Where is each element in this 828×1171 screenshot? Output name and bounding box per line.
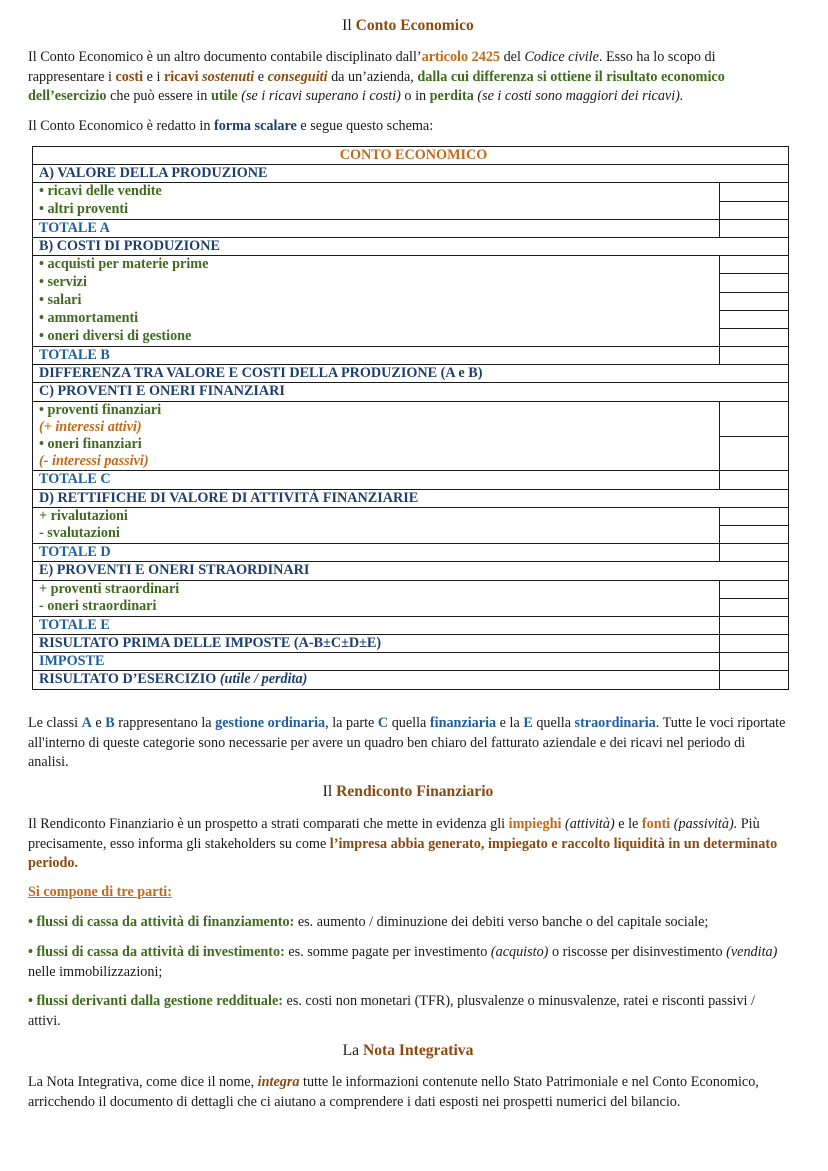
differenza-row: DIFFERENZA TRA VALORE E COSTI DELLA PRODUZIONE (A e B): [33, 365, 789, 383]
risultato-esercizio: RISULTATO D’ESERCIZIO (utile / perdita): [33, 671, 720, 689]
table-row-label: • salari: [33, 292, 720, 310]
section-a-title: A) VALORE DELLA PRODUZIONE: [33, 165, 789, 183]
table-value-cell: [720, 328, 789, 346]
table-header: CONTO ECONOMICO: [33, 147, 789, 165]
table-row-label: (- interessi passivi): [33, 453, 720, 471]
section-e-title: E) PROVENTI E ONERI STRAORDINARI: [33, 562, 789, 580]
section-c-title: C) PROVENTI E ONERI FINANZIARI: [33, 383, 789, 401]
table-value-cell: [720, 310, 789, 328]
list-item: • flussi di cassa da attività di investimento: es. somme pagate per investimento (acquisto) o riscosse per disinvestimento (vendita) nelle immobilizzazioni;: [28, 944, 778, 980]
table-row-label: + rivalutazioni: [33, 507, 720, 525]
table-value-cell: [720, 183, 789, 201]
section-title-rendiconto: Il Rendiconto Finanziario: [322, 783, 494, 800]
classes-paragraph: Le classi A e B rappresentano la gestione ordinaria, la parte C quella finanziaria e la E quella straordinaria. Tutte le voci riportate all'interno di queste categorie sono necessarie per avere un quadro ben chiaro del fatturato aziendale e dei ricavi nel periodo di analisi.: [28, 715, 786, 770]
table-value-cell: [720, 347, 789, 365]
rendiconto-intro: Il Rendiconto Finanziario è un prospetto a strati comparati che mette in evidenza gli impieghi (attività) e le fonti (passività). Più precisamente, esso informa gli stakeholders su come l’impresa abbia generato, impiegato e raccolto liquidità in un determinato periodo.: [28, 816, 778, 871]
table-row-label: • oneri diversi di gestione: [33, 328, 720, 346]
total-b: TOTALE B: [33, 347, 720, 365]
table-value-cell: [720, 544, 789, 562]
table-row-label: • ammortamenti: [33, 310, 720, 328]
table-value-cell: [720, 616, 789, 634]
table-value-cell: [720, 635, 789, 653]
total-e: TOTALE E: [33, 616, 720, 634]
table-value-cell: [720, 671, 789, 689]
table-row-label: - svalutazioni: [33, 525, 720, 543]
table-value-cell: [720, 436, 789, 471]
table-row-label: (+ interessi attivi): [33, 419, 720, 436]
table-row-label: • altri proventi: [33, 201, 720, 219]
parts-heading: Si compone di tre parti:: [28, 884, 172, 900]
table-value-cell: [720, 201, 789, 219]
table-row-label: • acquisti per materie prime: [33, 256, 720, 274]
table-row-label: • ricavi delle vendite: [33, 183, 720, 201]
table-row-label: • servizi: [33, 274, 720, 292]
list-item: • flussi derivanti dalla gestione reddituale: es. costi non monetari (TFR), plusvalenze o minusvalenze, ratei e risconti passivi / attivi.: [28, 993, 755, 1029]
table-value-cell: [720, 274, 789, 292]
risultato-ante-imposte: RISULTATO PRIMA DELLE IMPOSTE (A-B±C±D±E): [33, 635, 720, 653]
table-value-cell: [720, 292, 789, 310]
section-b-title: B) COSTI DI PRODUZIONE: [33, 237, 789, 255]
table-row-label: - oneri straordinari: [33, 598, 720, 616]
table-value-cell: [720, 401, 789, 436]
section-d-title: D) RETTIFICHE DI VALORE DI ATTIVITÀ FINANZIARIE: [33, 489, 789, 507]
table-value-cell: [720, 525, 789, 543]
imposte-row: IMPOSTE: [33, 653, 720, 671]
total-a: TOTALE A: [33, 219, 720, 237]
table-value-cell: [720, 256, 789, 274]
total-d: TOTALE D: [33, 544, 720, 562]
total-c: TOTALE C: [33, 471, 720, 489]
section-title-nota-integrativa: La Nota Integrativa: [342, 1042, 474, 1059]
section-title-conto-economico: Il Conto Economico: [342, 17, 474, 34]
table-row-label: • oneri finanziari: [33, 436, 720, 453]
schema-intro: Il Conto Economico è redatto in forma scalare e segue questo schema:: [28, 118, 434, 134]
table-value-cell: [720, 580, 789, 598]
table-value-cell: [720, 507, 789, 525]
conto-economico-intro: Il Conto Economico è un altro documento contabile disciplinato dall’articolo 2425 del Codice civile. Esso ha lo scopo di rappresentare i costi e i ricavi sostenuti e conseguiti da un’azienda, dalla cui differenza si ottiene il risultato economico dell’esercizio che può essere in utile (se i ricavi superano i costi) o in perdita (se i costi sono maggiori dei ricavi).: [28, 49, 725, 104]
table-value-cell: [720, 471, 789, 489]
table-row-label: + proventi straordinari: [33, 580, 720, 598]
conto-economico-table: [32, 146, 789, 690]
table-value-cell: [720, 219, 789, 237]
table-row-label: • proventi finanziari: [33, 401, 720, 419]
table-value-cell: [720, 653, 789, 671]
nota-integrativa-paragraph: La Nota Integrativa, come dice il nome, integra tutte le informazioni contenute nello Stato Patrimoniale e nel Conto Economico, arricchendo il documento di dettagli che ci aiutano a comprendere i dati esposti nei prospetti numerici del bilancio.: [28, 1074, 759, 1110]
list-item: • flussi di cassa da attività di finanziamento: es. aumento / diminuzione dei debiti verso banche o del capitale sociale;: [28, 914, 709, 930]
table-value-cell: [720, 598, 789, 616]
